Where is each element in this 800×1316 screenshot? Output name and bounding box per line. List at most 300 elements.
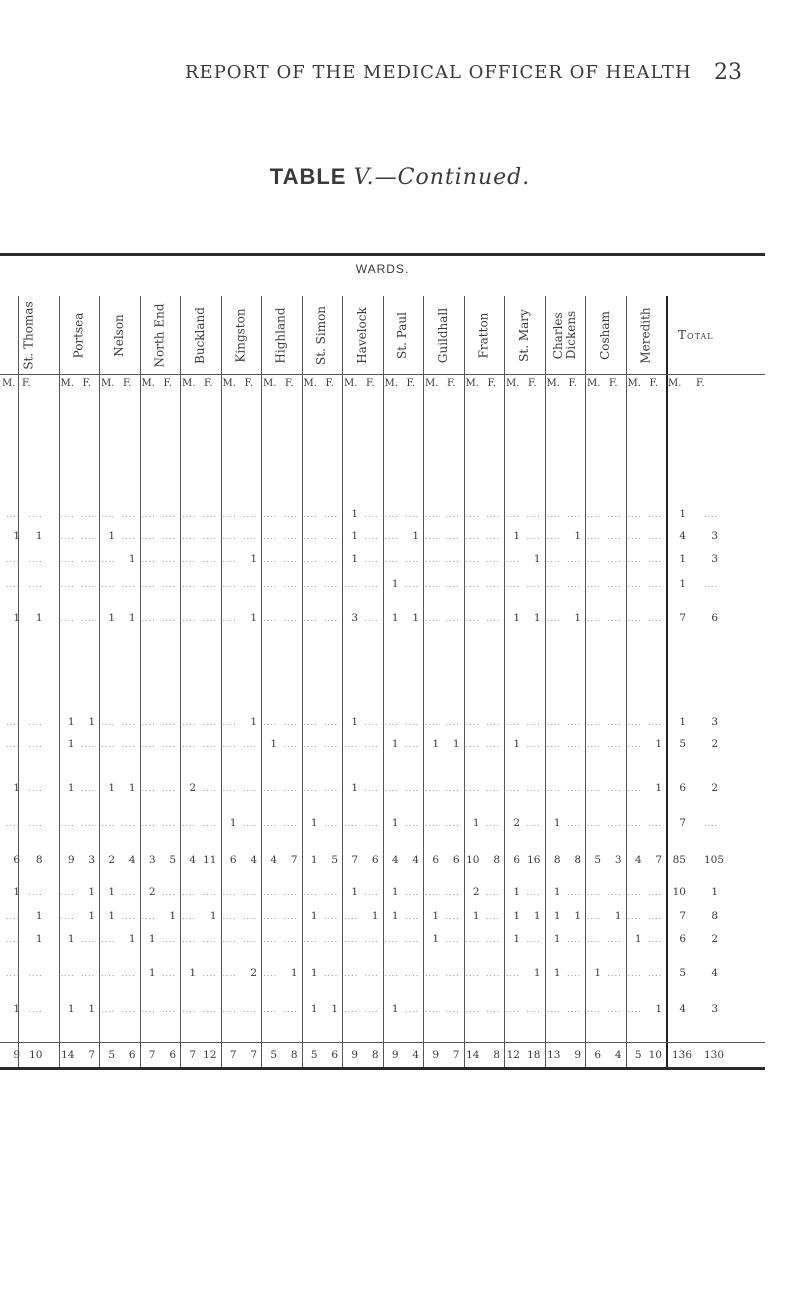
empty-cell-dots: .... [587, 912, 602, 921]
empty-cell-dots: .... [425, 784, 440, 793]
empty-cell-dots: .... [486, 935, 501, 944]
empty-cell-dots: .... [101, 555, 116, 564]
male-count: 14 [61, 1049, 75, 1061]
empty-cell-dots: .... [607, 718, 622, 727]
empty-cell-dots: .... [364, 532, 379, 541]
empty-cell-dots: .... [101, 510, 116, 519]
empty-cell-dots: .... [162, 888, 177, 897]
empty-cell-dots: .... [627, 969, 642, 978]
page-number: 23 [714, 60, 742, 85]
male-count: 1 [594, 967, 601, 979]
table-title-suffix: V.—Continued. [353, 165, 531, 190]
empty-cell-dots: .... [384, 532, 399, 541]
male-label: M. [587, 378, 601, 389]
empty-cell-dots: .... [222, 1005, 237, 1014]
male-count: 7 [229, 1049, 237, 1061]
empty-cell-dots: .... [445, 510, 460, 519]
female-label: F. [366, 378, 375, 389]
male-label: M. [101, 378, 115, 389]
male-count: 1 [310, 854, 318, 866]
ward-name: Guildhall [435, 307, 450, 363]
empty-cell-dots: .... [425, 614, 440, 623]
empty-cell-dots: .... [263, 614, 278, 623]
empty-cell-dots: .... [607, 580, 622, 589]
empty-cell-dots: .... [425, 888, 440, 897]
male-count: 6 [594, 1049, 601, 1061]
wards-table [0, 296, 765, 1068]
empty-cell-dots: .... [283, 614, 298, 623]
ward-header [0, 296, 59, 374]
empty-cell-dots: .... [445, 1005, 460, 1014]
empty-cell-dots: .... [28, 718, 43, 727]
empty-cell-dots: .... [6, 580, 21, 589]
empty-cell-dots: .... [141, 819, 156, 828]
empty-cell-dots: .... [546, 740, 561, 749]
empty-cell-dots: .... [465, 740, 480, 749]
male-count: 4 [270, 854, 277, 866]
male-count: 1 [310, 1003, 318, 1015]
ward-header [504, 296, 545, 374]
female-count: 4 [128, 854, 136, 866]
empty-cell-dots: .... [587, 740, 602, 749]
empty-cell-dots: .... [486, 555, 501, 564]
empty-cell-dots: .... [303, 935, 318, 944]
male-count: 4 [679, 1003, 686, 1015]
empty-cell-dots: .... [364, 819, 379, 828]
male-count: 9 [391, 1049, 399, 1061]
empty-cell-dots: .... [546, 1005, 561, 1014]
empty-cell-dots: .... [506, 969, 521, 978]
male-count: 6 [229, 854, 237, 866]
male-count: 1 [513, 910, 520, 922]
empty-cell-dots: .... [324, 784, 339, 793]
empty-cell-dots: .... [526, 819, 541, 828]
empty-cell-dots: .... [607, 1005, 622, 1014]
female-count: 5 [169, 854, 176, 866]
empty-cell-dots: .... [263, 718, 278, 727]
empty-cell-dots: .... [283, 819, 298, 828]
male-count: 7 [148, 1049, 156, 1061]
empty-cell-dots: .... [445, 580, 460, 589]
empty-cell-dots: .... [202, 532, 217, 541]
male-count: 5 [108, 1049, 115, 1061]
totals-divider [0, 1042, 765, 1043]
female-count: 1 [250, 553, 257, 565]
empty-cell-dots: .... [587, 819, 602, 828]
empty-cell-dots: .... [506, 580, 521, 589]
ward-name: Havelock [354, 306, 369, 364]
empty-cell-dots: .... [101, 969, 116, 978]
empty-cell-dots: .... [465, 969, 480, 978]
female-count: 1 [533, 967, 541, 979]
male-count: 1 [13, 612, 20, 624]
female-count: 6 [331, 1049, 338, 1061]
column-divider [342, 296, 343, 1068]
empty-cell-dots: .... [263, 969, 278, 978]
female-count: 7 [88, 1049, 95, 1061]
female-label: F. [696, 378, 705, 389]
empty-cell-dots: .... [364, 969, 379, 978]
female-label: F. [649, 378, 659, 389]
male-count: 1 [432, 910, 439, 922]
female-count: 6 [371, 854, 379, 866]
empty-cell-dots: .... [526, 580, 541, 589]
male-count: 3 [148, 854, 156, 866]
ward-header [585, 296, 626, 374]
empty-cell-dots: .... [162, 740, 177, 749]
female-count: 12 [203, 1049, 217, 1061]
ward-header [383, 296, 424, 374]
empty-cell-dots: .... [405, 935, 420, 944]
empty-cell-dots: .... [567, 784, 582, 793]
empty-cell-dots: .... [101, 718, 116, 727]
empty-cell-dots: .... [162, 784, 177, 793]
empty-cell-dots: .... [162, 1005, 177, 1014]
empty-cell-dots: .... [243, 888, 258, 897]
male-count: 1 [13, 1003, 20, 1015]
female-count: 2 [711, 782, 718, 794]
empty-cell-dots: .... [182, 510, 197, 519]
male-count: 5 [679, 738, 686, 750]
female-count: 1 [371, 910, 379, 922]
ward-name: Meredith [638, 306, 653, 364]
empty-cell-dots: .... [121, 912, 136, 921]
ward-name: St. Mary [516, 308, 531, 362]
male-count: 1 [351, 530, 358, 542]
column-divider [221, 296, 222, 1068]
empty-cell-dots: .... [243, 532, 258, 541]
female-label: F. [325, 378, 335, 389]
empty-cell-dots: .... [607, 555, 622, 564]
male-count: 1 [67, 716, 75, 728]
female-count: 1 [412, 612, 419, 624]
empty-cell-dots: .... [121, 740, 136, 749]
empty-cell-dots: .... [425, 819, 440, 828]
male-count: 1 [634, 933, 642, 945]
empty-cell-dots: .... [6, 718, 21, 727]
male-count: 4 [189, 854, 196, 866]
empty-cell-dots: .... [283, 784, 298, 793]
empty-cell-dots: .... [364, 784, 379, 793]
empty-cell-dots: .... [384, 718, 399, 727]
empty-cell-dots: .... [283, 510, 298, 519]
empty-cell-dots: .... [486, 510, 501, 519]
empty-cell-dots: .... [445, 532, 460, 541]
empty-cell-dots: .... [60, 510, 75, 519]
empty-cell-dots: .... [81, 935, 96, 944]
empty-cell-dots: .... [243, 819, 258, 828]
empty-cell-dots: .... [648, 555, 663, 564]
empty-cell-dots: .... [222, 969, 237, 978]
empty-cell-dots: .... [81, 580, 96, 589]
empty-cell-dots: .... [384, 510, 399, 519]
empty-cell-dots: .... [182, 740, 197, 749]
female-count: 3 [711, 716, 718, 728]
ward-name: Nelson [111, 313, 126, 357]
ward-name: Highland [273, 306, 288, 364]
empty-cell-dots: .... [121, 510, 136, 519]
empty-cell-dots: .... [162, 580, 177, 589]
empty-cell-dots: .... [202, 555, 217, 564]
empty-cell-dots: .... [465, 510, 480, 519]
ward-name: St. Simon [314, 305, 329, 365]
male-count: 1 [513, 933, 520, 945]
male-count: 6 [13, 854, 20, 866]
female-count: 4 [614, 1049, 622, 1061]
male-count: 7 [679, 817, 686, 829]
total-header: Total [678, 328, 714, 342]
ward-header [221, 296, 262, 374]
empty-cell-dots: .... [303, 784, 318, 793]
empty-cell-dots: .... [303, 532, 318, 541]
male-label: M. [465, 378, 479, 389]
empty-cell-dots: .... [222, 935, 237, 944]
male-count: 12 [506, 1049, 520, 1061]
empty-cell-dots: .... [101, 819, 116, 828]
empty-cell-dots: .... [648, 510, 663, 519]
male-count: 13 [547, 1049, 561, 1061]
empty-cell-dots: .... [526, 718, 541, 727]
empty-cell-dots: .... [60, 912, 75, 921]
empty-cell-dots: .... [283, 555, 298, 564]
empty-cell-dots: .... [182, 614, 197, 623]
male-count: 1 [391, 886, 399, 898]
empty-cell-dots: .... [141, 555, 156, 564]
empty-cell-dots: .... [587, 718, 602, 727]
ward-name: Charles Dickens [550, 310, 578, 360]
page-header [0, 62, 800, 92]
female-count: 9 [574, 1049, 581, 1061]
empty-cell-dots: .... [6, 819, 21, 828]
male-count: 1 [67, 1003, 75, 1015]
empty-cell-dots: .... [60, 580, 75, 589]
male-count: 1 [67, 933, 75, 945]
empty-cell-dots: .... [567, 888, 582, 897]
male-count: 1 [472, 910, 480, 922]
empty-cell-dots: .... [648, 580, 663, 589]
empty-cell-dots: .... [364, 888, 379, 897]
report-title: REPORT OF THE MEDICAL OFFICER OF HEALTH [185, 62, 692, 83]
male-label: M. [425, 378, 439, 389]
empty-cell-dots: .... [526, 532, 541, 541]
female-count: 1 [574, 530, 581, 542]
ward-name: Kingston [233, 307, 248, 363]
empty-cell-dots: .... [587, 555, 602, 564]
male-count: 7 [679, 612, 686, 624]
empty-cell-dots: .... [364, 718, 379, 727]
female-count: 8 [574, 854, 581, 866]
male-label: M. [141, 378, 155, 389]
empty-cell-dots: .... [506, 784, 521, 793]
empty-cell-dots: .... [506, 510, 521, 519]
male-count: 1 [310, 817, 318, 829]
male-label: M. [182, 378, 196, 389]
empty-cell-dots: .... [28, 555, 43, 564]
empty-cell-dots: .... [182, 935, 197, 944]
empty-cell-dots: .... [704, 510, 719, 519]
empty-cell-dots: .... [405, 819, 420, 828]
empty-cell-dots: .... [162, 555, 177, 564]
empty-cell-dots: .... [486, 784, 501, 793]
male-count: 5 [679, 967, 686, 979]
empty-cell-dots: .... [6, 555, 21, 564]
empty-cell-dots: .... [202, 819, 217, 828]
empty-cell-dots: .... [303, 888, 318, 897]
empty-cell-dots: .... [202, 614, 217, 623]
column-divider [626, 296, 627, 1068]
empty-cell-dots: .... [344, 1005, 359, 1014]
female-label: F. [406, 378, 416, 389]
male-count: 5 [594, 854, 601, 866]
male-count: 1 [679, 508, 686, 520]
empty-cell-dots: .... [627, 718, 642, 727]
male-count: 6 [679, 933, 686, 945]
empty-cell-dots: .... [486, 718, 501, 727]
empty-cell-dots: .... [162, 614, 177, 623]
empty-cell-dots: .... [303, 718, 318, 727]
female-count: 1 [35, 530, 43, 542]
empty-cell-dots: .... [324, 718, 339, 727]
empty-cell-dots: .... [546, 510, 561, 519]
empty-cell-dots: .... [121, 1005, 136, 1014]
empty-cell-dots: .... [486, 1005, 501, 1014]
male-count: 5 [310, 1049, 318, 1061]
empty-cell-dots: .... [283, 912, 298, 921]
empty-cell-dots: .... [607, 532, 622, 541]
female-count: 1 [128, 933, 136, 945]
ward-header [302, 296, 343, 374]
female-count: 8 [371, 1049, 379, 1061]
table-title-main: TABLE [269, 164, 347, 189]
female-count: 1 [614, 910, 622, 922]
empty-cell-dots: .... [121, 888, 136, 897]
column-divider [99, 296, 100, 1068]
table-title [0, 164, 800, 190]
male-count: 2 [189, 782, 196, 794]
female-count: 1 [655, 1003, 662, 1015]
ward-header [626, 296, 667, 374]
female-label: F. [487, 378, 497, 389]
empty-cell-dots: .... [486, 888, 501, 897]
empty-cell-dots: .... [364, 935, 379, 944]
empty-cell-dots: .... [243, 1005, 258, 1014]
empty-cell-dots: .... [648, 819, 663, 828]
empty-cell-dots: .... [587, 784, 602, 793]
male-count: 9 [432, 1049, 439, 1061]
empty-cell-dots: .... [384, 969, 399, 978]
empty-cell-dots: .... [81, 532, 96, 541]
empty-cell-dots: .... [405, 969, 420, 978]
empty-cell-dots: .... [202, 718, 217, 727]
empty-cell-dots: .... [162, 532, 177, 541]
empty-cell-dots: .... [384, 784, 399, 793]
empty-cell-dots: .... [627, 1005, 642, 1014]
empty-cell-dots: .... [627, 740, 642, 749]
male-count: 1 [108, 782, 115, 794]
empty-cell-dots: .... [141, 510, 156, 519]
empty-cell-dots: .... [141, 580, 156, 589]
female-count: 8 [290, 1049, 298, 1061]
male-count: 1 [229, 817, 237, 829]
male-count: 9 [67, 854, 75, 866]
empty-cell-dots: .... [243, 740, 258, 749]
male-count: 4 [634, 854, 642, 866]
male-count: 5 [270, 1049, 277, 1061]
empty-cell-dots: .... [445, 912, 460, 921]
female-count: 1 [412, 530, 419, 542]
empty-cell-dots: .... [263, 935, 278, 944]
male-count: 1 [679, 553, 686, 565]
empty-cell-dots: .... [627, 555, 642, 564]
male-count: 4 [391, 854, 399, 866]
column-divider [59, 296, 60, 1068]
empty-cell-dots: .... [567, 510, 582, 519]
male-label: M. [627, 378, 641, 389]
male-count: 1 [351, 553, 358, 565]
male-count: 1 [67, 738, 75, 750]
female-count: 2 [711, 738, 718, 750]
male-label: M. [384, 378, 398, 389]
empty-cell-dots: .... [567, 740, 582, 749]
ward-header [261, 296, 302, 374]
male-count: 1 [391, 738, 399, 750]
empty-cell-dots: .... [28, 1005, 43, 1014]
male-label: M. [60, 378, 74, 389]
empty-cell-dots: .... [567, 935, 582, 944]
column-divider [585, 296, 586, 1068]
male-count: 1 [679, 716, 686, 728]
female-label: F. [568, 378, 578, 389]
empty-cell-dots: .... [81, 740, 96, 749]
empty-cell-dots: .... [546, 555, 561, 564]
empty-cell-dots: .... [324, 740, 339, 749]
empty-cell-dots: .... [648, 935, 663, 944]
male-count: 6 [513, 854, 520, 866]
female-count: 1 [209, 910, 217, 922]
empty-cell-dots: .... [182, 1005, 197, 1014]
empty-cell-dots: .... [486, 912, 501, 921]
empty-cell-dots: .... [546, 580, 561, 589]
empty-cell-dots: .... [567, 1005, 582, 1014]
empty-cell-dots: .... [263, 888, 278, 897]
empty-cell-dots: .... [283, 740, 298, 749]
empty-cell-dots: .... [587, 888, 602, 897]
female-count: 1 [533, 612, 541, 624]
empty-cell-dots: .... [364, 614, 379, 623]
female-count: 8 [493, 854, 500, 866]
female-count: 4 [711, 967, 718, 979]
female-count: 1 [88, 886, 95, 898]
empty-cell-dots: .... [465, 718, 480, 727]
empty-cell-dots: .... [587, 580, 602, 589]
female-label: F. [123, 378, 132, 389]
male-count: 2 [108, 854, 115, 866]
empty-cell-dots: .... [648, 532, 663, 541]
empty-cell-dots: .... [324, 888, 339, 897]
male-count: 1 [432, 933, 439, 945]
female-count: 1 [128, 782, 136, 794]
empty-cell-dots: .... [445, 819, 460, 828]
female-count: 1 [574, 612, 581, 624]
empty-cell-dots: .... [648, 718, 663, 727]
empty-cell-dots: .... [222, 718, 237, 727]
empty-cell-dots: .... [162, 935, 177, 944]
male-label: M. [546, 378, 560, 389]
empty-cell-dots: .... [486, 740, 501, 749]
female-count: 1 [88, 910, 95, 922]
female-label: F. [609, 378, 618, 389]
column-divider [666, 296, 668, 1068]
